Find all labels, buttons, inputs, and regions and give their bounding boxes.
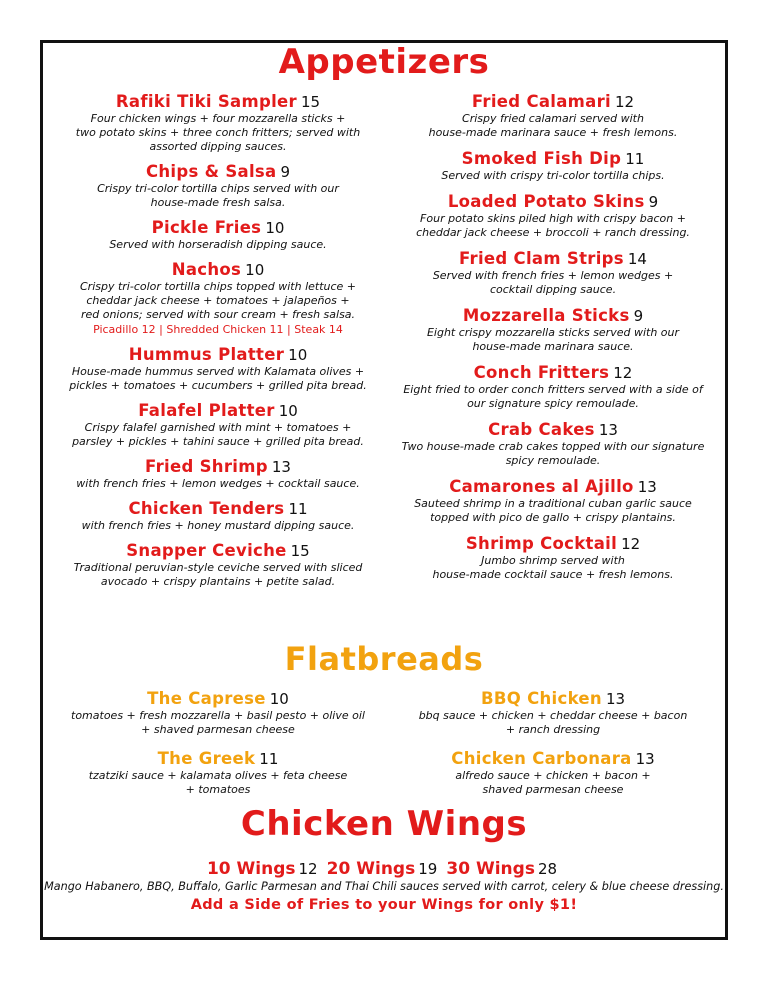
item-description-line: tomatoes + fresh mozzarella + basil pesto + olive oil [71,709,365,722]
item-description-line: Crispy tri-color tortilla chips topped with lettuce + [79,280,357,293]
item-heading [392,749,714,769]
item-description-line: red onions; served with sour cream + fresh salsa. [80,308,356,321]
item-description-line: Sauteed shrimp in a traditional cuban garlic sauce [414,497,692,510]
item-price: 14 [627,250,647,268]
item-description-line: bbq sauce + chicken + cheddar cheese + bacon [418,709,688,722]
item-description-line: house-made fresh salsa. [150,196,286,209]
item-add-on-options: Picadillo 12 | Shredded Chicken 11 | Steak 14 [93,323,343,336]
item-price: 13 [271,458,291,476]
item-name: BBQ Chicken [480,689,602,708]
item-name: Fried Shrimp [145,457,268,476]
item-name: Loaded Potato Skins [447,192,645,211]
menu-item-rafiki-tiki-sampler [58,92,378,154]
menu-item-hummus-platter [58,345,378,393]
item-name: Fried Calamari [471,92,611,111]
flatbreads-right-column [392,689,714,797]
item-description-line: Eight crispy mozzarella sticks served with our [426,326,680,339]
menu-item-the-greek [58,749,378,797]
item-description-line: Traditional peruvian-style ceviche served with sliced [73,561,363,574]
item-name: Snapper Ceviche [126,541,287,560]
item-heading [58,92,378,112]
menu-item-fried-calamari [392,92,714,140]
item-description-line: assorted dipping sauces. [149,140,287,153]
item-description-line: Jumbo shrimp served with [481,554,625,567]
item-description-line: + ranch dressing [505,723,601,736]
menu-item-pickle-fries [58,218,378,252]
item-description-line: spicy remoulade. [505,454,601,467]
item-price: 13 [598,421,618,439]
wings-title: Chicken Wings [240,804,528,844]
item-price: 11 [259,750,279,768]
item-price: 12 [615,93,635,111]
item-description-line: house-made cocktail sauce + fresh lemons. [432,568,674,581]
item-price: 15 [290,542,310,560]
item-description-line: Crispy fried calamari served with [462,112,644,125]
item-description-line: house-made marinara sauce. [472,340,634,353]
item-price: 10 [265,219,285,237]
flatbreads-left-column [58,689,378,797]
wings-option: 30 Wings 28 [446,859,558,879]
item-heading [58,260,378,280]
menu-item-snapper-ceviche [58,541,378,589]
item-name: Fried Clam Strips [459,249,624,268]
item-description-line: House-made hummus served with Kalamata olives + [71,365,365,378]
item-name: Crab Cakes [488,420,595,439]
item-description-line: house-made marinara sauce + fresh lemons. [428,126,678,139]
item-name: Chips & Salsa [145,162,277,181]
menu-item-falafel-platter [58,401,378,449]
item-description-line: Four chicken wings + four mozzarella sticks + [90,112,346,125]
item-name: Chicken Tenders [128,499,285,518]
menu-item-smoked-fish-dip [392,149,714,183]
item-heading [58,401,378,421]
menu-item-bbq-chicken [392,689,714,737]
menu-item-conch-fritters [392,363,714,411]
wings-option: 10 Wings 12 [206,859,318,879]
item-name: Conch Fritters [473,363,610,382]
item-name: Hummus Platter [128,345,285,364]
item-description-line: two potato skins + three conch fritters; served with [75,126,361,139]
item-description-line: alfredo sauce + chicken + bacon + [455,769,651,782]
item-description-line: Crispy falafel garnished with mint + tomatoes + [84,421,352,434]
item-heading [58,499,378,519]
item-description-line: tzatziki sauce + kalamata olives + feta cheese [88,769,348,782]
item-heading [392,363,714,383]
item-description-line: Four potato skins piled high with crispy bacon + [420,212,686,225]
menu-item-shrimp-cocktail [392,534,714,582]
item-description-line: our signature spicy remoulade. [467,397,639,410]
wings-description: Mango Habanero, BBQ, Buffalo, Garlic Parmesan and Thai Chili sauces served with carrot, celery & blue cheese dressing. [44,880,724,893]
item-price: 9 [633,307,644,325]
flatbreads-title: Flatbreads [284,640,484,678]
item-heading [392,689,714,709]
item-description-line: cheddar jack cheese + tomatoes + jalapeños + [86,294,350,307]
item-description-line: Crispy tri-color tortilla chips served with our [97,182,339,195]
item-name: Mozzarella Sticks [462,306,630,325]
item-heading [58,749,378,769]
item-heading [58,218,378,238]
item-description-line: parsley + pickles + tahini sauce + grilled pita bread. [72,435,364,448]
item-price: 13 [605,690,626,708]
item-name: Smoked Fish Dip [461,149,622,168]
item-price: 9 [280,163,291,181]
item-name: Falafel Platter [138,401,275,420]
item-description-line: pickles + tomatoes + cucumbers + grilled pita bread. [69,379,367,392]
item-heading [58,689,378,709]
menu-item-chips-salsa [58,162,378,210]
item-heading [392,306,714,326]
item-heading [392,192,714,212]
item-description-line: Eight fried to order conch fritters served with a side of [403,383,703,396]
item-price: 10 [245,261,265,279]
item-heading [58,541,378,561]
menu-item-chicken-carbonara [392,749,714,797]
item-heading [392,477,714,497]
item-description-line: Served with horseradish dipping sauce. [109,238,327,251]
item-name: Nachos [171,260,242,279]
item-heading [58,345,378,365]
item-description-line: Two house-made crab cakes topped with our signature [401,440,705,453]
item-description-line: topped with pico de gallo + crispy plantains. [430,511,676,524]
item-price: 9 [648,193,659,211]
item-description-line: with french fries + honey mustard dipping sauce. [81,519,355,532]
item-price: 15 [300,93,321,111]
menu-item-nachos [58,260,378,337]
item-price: 11 [288,500,308,518]
item-price: 13 [635,750,655,768]
item-description-line: with french fries + lemon wedges + cocktail sauce. [76,477,360,490]
item-price: 10 [269,690,289,708]
item-description-line: avocado + crispy plantains + petite salad. [100,575,336,588]
item-name: Pickle Fries [151,218,262,237]
menu-item-fried-clam-strips [392,249,714,297]
item-price: 12 [613,364,633,382]
menu-item-loaded-potato-skins [392,192,714,240]
appetizers-left-column [58,92,378,589]
item-name: Chicken Carbonara [451,749,632,768]
menu-item-chicken-tenders [58,499,378,533]
item-description-line: Served with french fries + lemon wedges + [432,269,674,282]
menu-item-the-caprese [58,689,378,737]
item-heading [392,149,714,169]
item-description-line: + tomatoes [185,783,251,796]
wings-option: 20 Wings 19 [326,859,438,879]
menu-item-mozzarella-sticks [392,306,714,354]
item-heading [392,534,714,554]
item-heading [392,249,714,269]
wings-fries-offer: Add a Side of Fries to your Wings for only $1! [190,897,578,913]
item-name: Rafiki Tiki Sampler [115,92,297,111]
appetizers-right-column [392,92,714,582]
item-heading [58,162,378,182]
item-price: 10 [278,402,298,420]
appetizers-title: Appetizers [278,42,490,82]
item-description-line: + shaved parmesan cheese [141,723,295,736]
item-description-line: cocktail dipping sauce. [489,283,617,296]
item-price: 12 [621,535,641,553]
item-heading [392,420,714,440]
item-description-line: shaved parmesan cheese [482,783,624,796]
wings-options [0,859,768,879]
item-price: 10 [288,346,308,364]
item-name: The Greek [157,749,256,768]
menu-item-crab-cakes [392,420,714,468]
item-price: 13 [637,478,657,496]
menu-item-camarones-al-ajillo [392,477,714,525]
item-heading [58,457,378,477]
item-description-line: cheddar jack cheese + broccoli + ranch dressing. [416,226,690,239]
item-name: The Caprese [147,689,266,708]
item-description-line: Served with crispy tri-color tortilla chips. [441,169,665,182]
item-name: Camarones al Ajillo [449,477,634,496]
item-name: Shrimp Cocktail [465,534,618,553]
item-heading [392,92,714,112]
item-price: 11 [625,150,645,168]
menu-item-fried-shrimp [58,457,378,491]
